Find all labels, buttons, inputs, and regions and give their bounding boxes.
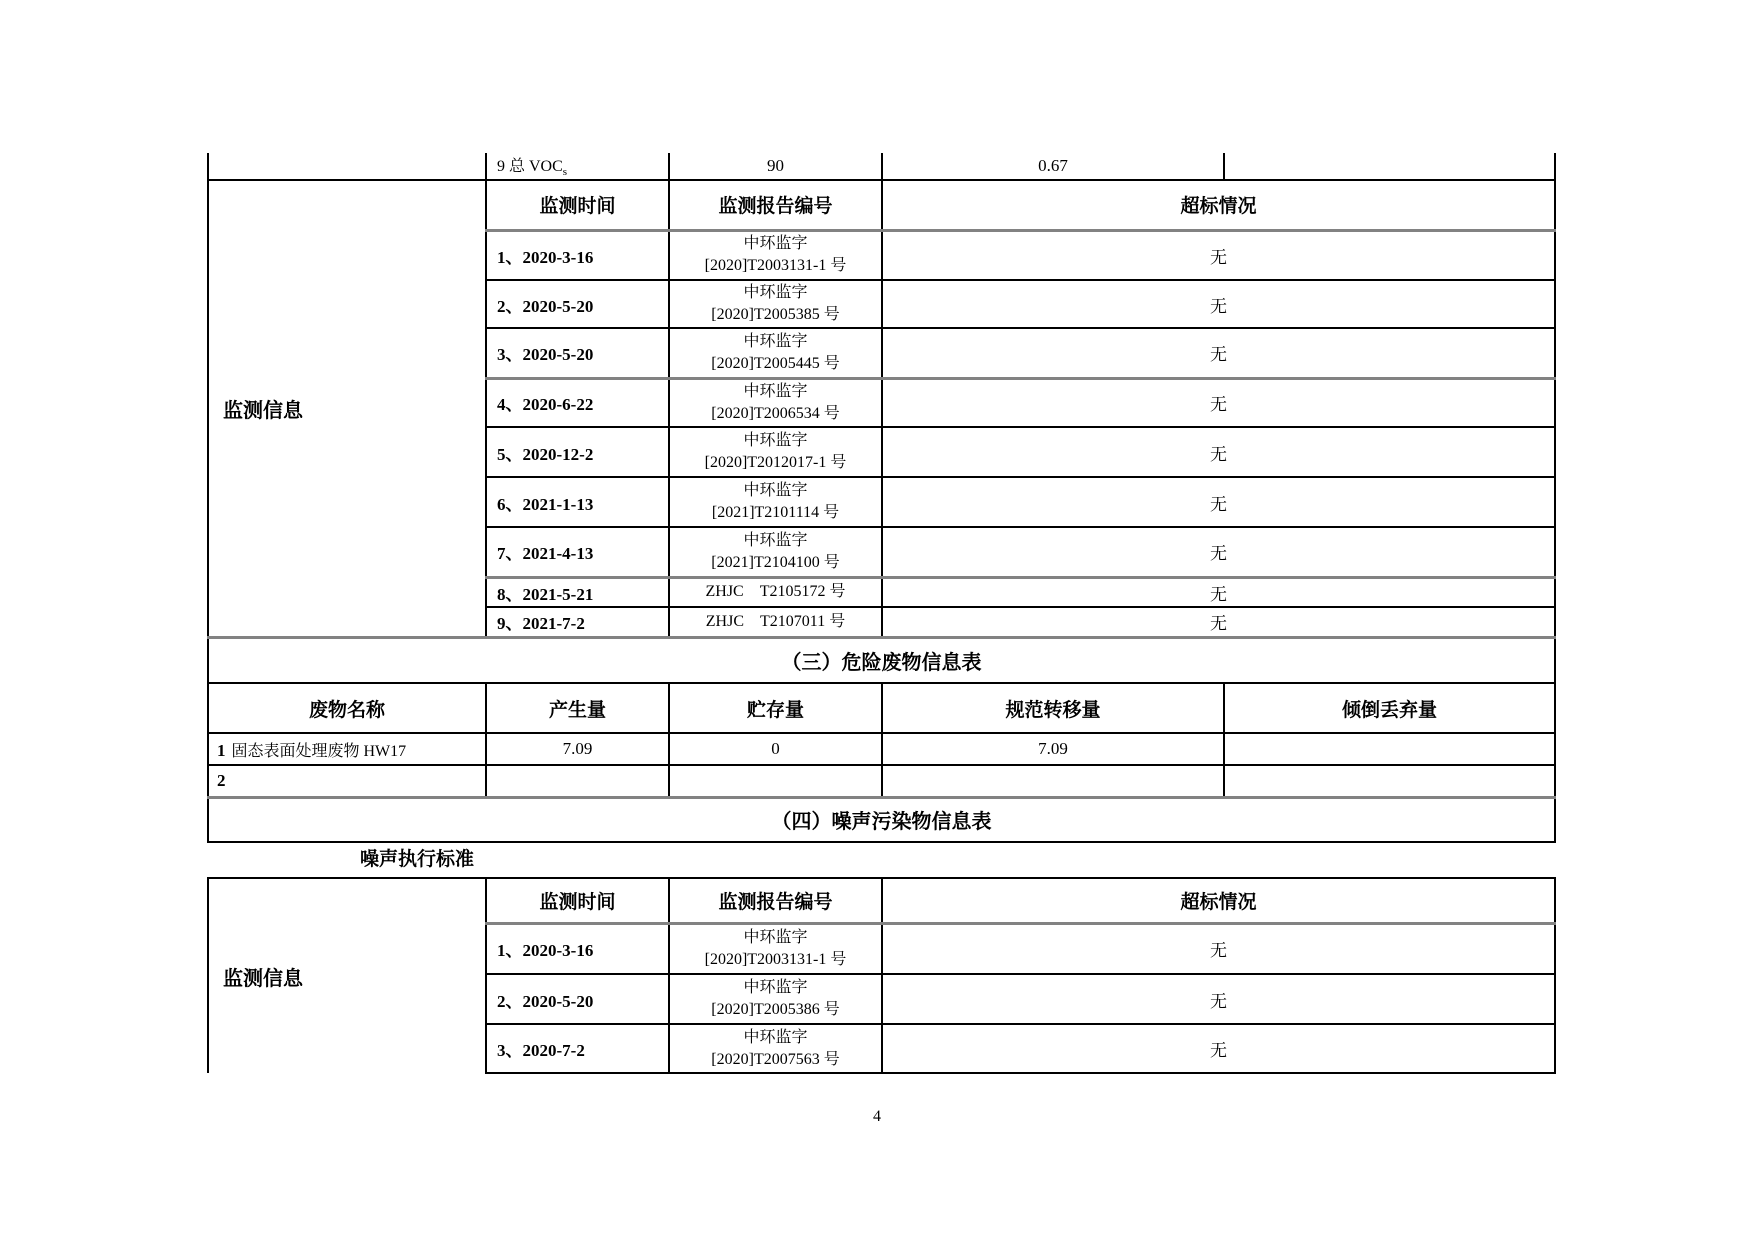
exceed-cell: 无 (882, 923, 1555, 974)
pollutant-name: 9 总 VOC (497, 158, 563, 176)
report-line-1: 中环监字 (743, 382, 808, 400)
waste-name: 固态表面处理废物 HW17 (231, 742, 407, 760)
header-report-no: 监测报告编号 (669, 180, 882, 230)
waste-produced-cell: 7.09 (486, 733, 669, 765)
monitor-info-label-cell: 监测信息 (208, 180, 486, 637)
section-3-title: （三）危险废物信息表 (208, 637, 1555, 683)
report-no-cell (669, 607, 882, 637)
waste-dumped-cell (1224, 733, 1555, 765)
monitor-time-cell: 2、2020-5-20 (486, 280, 669, 328)
table-header-row (208, 878, 1555, 923)
report-line-1: 中环监字 (743, 332, 808, 350)
report-line-1: ZHJC T2105172 号 (705, 583, 846, 601)
report-line-1: 中环监字 (743, 1028, 808, 1046)
pollutant-name-cell (486, 153, 669, 180)
section-4-title: （四）噪声污染物信息表 (208, 797, 1555, 842)
waste-transferred-cell (882, 765, 1224, 797)
report-line-1: 中环监字 (743, 928, 808, 946)
waste-dumped-cell (1224, 765, 1555, 797)
monitor-time-cell: 8、2021-5-21 (486, 577, 669, 607)
waste-stored-cell: 0 (669, 733, 882, 765)
header-stored: 贮存量 (669, 683, 882, 733)
table-row (208, 765, 1555, 797)
report-no-cell (669, 477, 882, 527)
report-no-cell (669, 230, 882, 280)
exceed-cell: 无 (882, 328, 1555, 378)
report-no-cell (669, 923, 882, 974)
monitor-time-cell: 3、2020-5-20 (486, 328, 669, 378)
report-line-1: ZHJC T2107011 号 (705, 612, 846, 630)
header-waste-name: 废物名称 (208, 683, 486, 733)
waste-name-cell (208, 765, 486, 797)
monitor-time-cell: 6、2021-1-13 (486, 477, 669, 527)
report-no-cell (669, 280, 882, 328)
exceed-cell: 无 (882, 280, 1555, 328)
section-title-row (208, 797, 1555, 842)
report-line-2: [2021]T2104100 号 (711, 553, 840, 571)
report-line-2: [2020]T2005385 号 (711, 306, 840, 323)
waste-transferred-cell: 7.09 (882, 733, 1224, 765)
table-row (208, 733, 1555, 765)
waste-row-number: 2 (217, 770, 226, 790)
table-header-row (208, 683, 1555, 733)
standard-value-cell: 90 (669, 153, 882, 180)
page-number: 4 (873, 1108, 881, 1125)
monitor-time-cell: 4、2020-6-22 (486, 378, 669, 427)
report-line-2: [2020]T2007563 号 (711, 1050, 840, 1068)
empty-cell (208, 153, 486, 180)
report-no-cell (669, 974, 882, 1024)
exceed-cell: 无 (882, 527, 1555, 577)
exceed-cell: 无 (882, 230, 1555, 280)
report-line-2: [2020]T2012017-1 号 (704, 454, 847, 471)
report-no-cell (669, 328, 882, 378)
exceed-cell: 无 (882, 427, 1555, 477)
table-header-row (208, 180, 1555, 230)
monitor-time-cell: 5、2020-12-2 (486, 427, 669, 477)
exceed-cell: 无 (882, 607, 1555, 637)
report-line-2: [2020]T2003131-1 号 (704, 257, 847, 275)
header-exceed: 超标情况 (882, 180, 1555, 230)
header-report-no: 监测报告编号 (669, 878, 882, 923)
report-line-1: 中环监字 (743, 979, 808, 996)
header-dumped: 倾倒丢弃量 (1224, 683, 1555, 733)
report-no-cell (669, 577, 882, 607)
report-line-2: [2021]T2101114 号 (711, 504, 840, 521)
exceed-cell: 无 (882, 378, 1555, 427)
exceed-cell: 无 (882, 477, 1555, 527)
report-line-1: 中环监字 (743, 284, 808, 301)
upper-table (207, 153, 1556, 843)
exceed-cell: 无 (882, 974, 1555, 1024)
monitor-time-cell: 2、2020-5-20 (486, 974, 669, 1024)
noise-monitor-table (207, 877, 1556, 1074)
waste-row-number: 1 (217, 740, 226, 760)
header-transferred: 规范转移量 (882, 683, 1224, 733)
monitor-time-cell: 7、2021-4-13 (486, 527, 669, 577)
header-produced: 产生量 (486, 683, 669, 733)
report-line-2: [2020]T2003131-1 号 (704, 950, 847, 968)
report-no-cell (669, 1024, 882, 1073)
noise-standard-label: 噪声执行标准 (360, 849, 475, 870)
monitor-time-cell: 1、2020-3-16 (486, 923, 669, 974)
report-line-2: [2020]T2005445 号 (711, 354, 840, 372)
monitor-value-cell: 0.67 (882, 153, 1224, 180)
exceed-cell: 无 (882, 1024, 1555, 1073)
exceed-cell: 无 (882, 577, 1555, 607)
empty-cell (1224, 153, 1555, 180)
header-monitor-time: 监测时间 (486, 878, 669, 923)
report-line-1: 中环监字 (743, 432, 808, 449)
report-line-1: 中环监字 (743, 531, 808, 549)
pollutant-subscript: s (562, 166, 568, 179)
report-no-cell (669, 527, 882, 577)
waste-produced-cell (486, 765, 669, 797)
waste-stored-cell (669, 765, 882, 797)
monitor-info-label-cell: 监测信息 (208, 878, 486, 1073)
monitor-time-cell: 9、2021-7-2 (486, 607, 669, 637)
header-monitor-time: 监测时间 (486, 180, 669, 230)
section-title-row (208, 637, 1555, 683)
report-line-2: [2020]T2006534 号 (711, 404, 840, 422)
report-no-cell (669, 427, 882, 477)
waste-name-cell (208, 733, 486, 765)
monitor-time-cell: 3、2020-7-2 (486, 1024, 669, 1073)
report-no-cell (669, 378, 882, 427)
table-row (208, 153, 1555, 180)
report-line-1: 中环监字 (743, 482, 808, 499)
report-line-1: 中环监字 (743, 235, 808, 253)
header-exceed: 超标情况 (882, 878, 1555, 923)
monitor-time-cell: 1、2020-3-16 (486, 230, 669, 280)
report-line-2: [2020]T2005386 号 (711, 1001, 840, 1018)
